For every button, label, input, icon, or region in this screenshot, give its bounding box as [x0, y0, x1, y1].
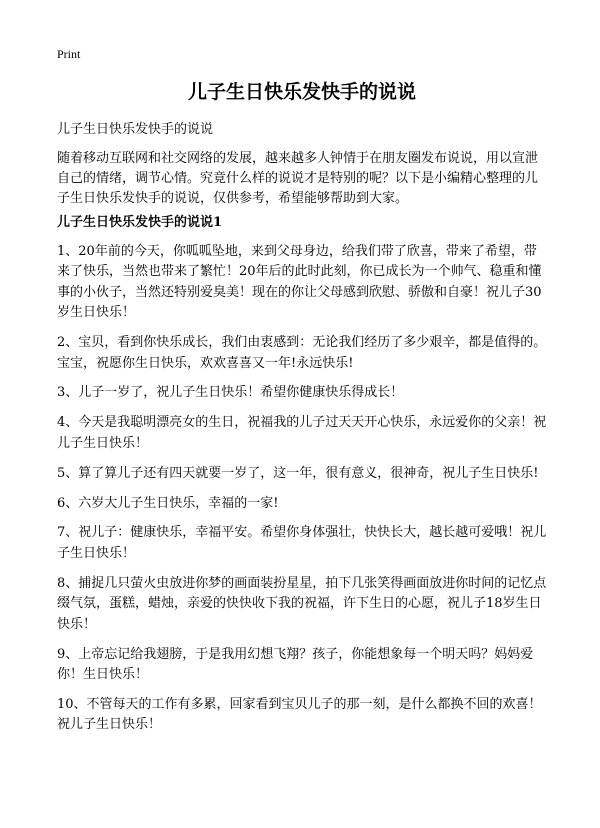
list-item: 1、20年前的今天，你呱呱坠地，来到父母身边，给我们带了欣喜，带来了希望，带来了快乐，当然也带来了繁忙！20年后的此时此刻，你已成长为一个帅气、稳重和懂事的小伙子，当然还特别爱臭美！现在的你让父母感到欣慰、骄傲和自豪！祝儿子30岁生日快乐！ — [57, 244, 542, 321]
list-item: 9、上帝忘记给我翅膀，于是我用幻想飞翔？孩子，你能想象每一个明天吗？妈妈爱你！生日快乐！ — [57, 646, 534, 682]
list-item: 3、儿子一岁了，祝儿子生日快乐！希望你健康快乐得成长！ — [57, 385, 404, 401]
list-item: 4、今天是我聪明漂亮女的生日，祝福我的儿子过天天开心快乐，永远爱你的父亲！祝儿子生日快乐！ — [57, 415, 547, 451]
page-title: 儿子生日快乐发快手的说说 — [187, 81, 416, 103]
list-item: 5、算了算儿子还有四天就要一岁了，这一年，很有意义，很神奇，祝儿子生日快乐! — [57, 465, 539, 481]
print-link[interactable]: Print — [57, 47, 81, 61]
intro-paragraph: 随着移动互联网和社交网络的发展，越来越多人钟情于在朋友圈发布说说，用以宣泄自己的情绪，调节心情。究竟什么样的说说才是特别的呢？以下是小编精心整理的儿子生日快乐发快手的说说，仅供参考，希望能够帮助到大家。 — [57, 151, 539, 206]
list-item: 7、祝儿子：健康快乐，幸福平安。希望你身体强壮，快快长大，越长越可爱哦！祝儿子生日快乐！ — [57, 525, 547, 561]
wish-list — [57, 242, 547, 745]
subtitle: 儿子生日快乐发快手的说说 — [57, 122, 214, 137]
list-item: 2、宝贝，看到你快乐成长，我们由衷感到：无论我们经历了多少艰辛，都是值得的。宝宝，祝愿你生日快乐，欢欢喜喜又一年!永远快乐! — [57, 335, 547, 371]
list-item: 6、六岁大儿子生日快乐，幸福的一家! — [57, 495, 279, 511]
list-item: 10、不管每天的工作有多累，回家看到宝贝儿子的那一刻，是什么都换不回的欢喜！祝儿子生日快乐！ — [57, 696, 542, 733]
list-item: 8、捕捉几只萤火虫放进你梦的画面装扮星星，拍下几张笑得画面放进你时间的记忆点缀气氛，蛋糕，蜡烛，亲爱的快快收下我的祝福，许下生日的心愿，祝儿子18岁生日快乐！ — [57, 575, 547, 632]
section-heading: 儿子生日快乐发快手的说说1 — [57, 215, 223, 230]
